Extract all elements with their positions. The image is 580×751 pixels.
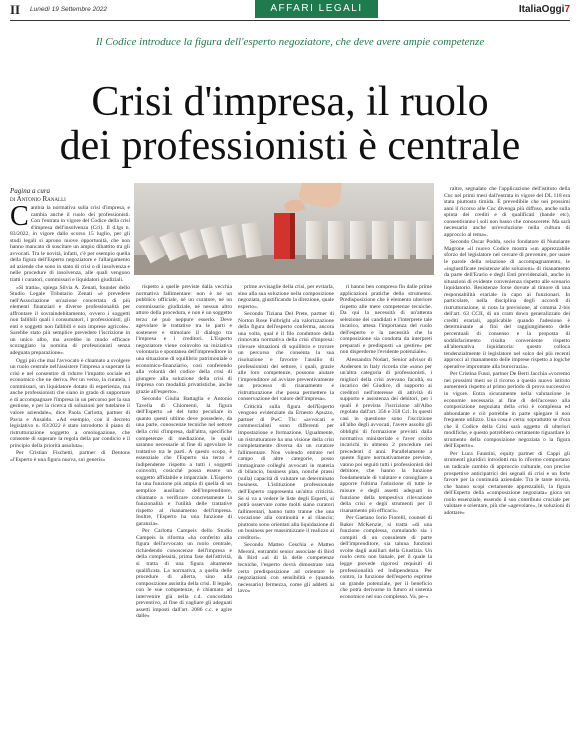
paragraph: prime avvisaglie della crisi, per evitarla, sino alla sua soluzione nella composizione negoziata, giustificando la direzione, quale esperto». bbox=[238, 284, 334, 310]
paragraph: rispetto a quelle previste dalla vecchia normativa fallimentare: non è né un pubblico ufficiale, né un curatore, né un commissario giudiziale, né nessun altro attore della procedura, e non è un soggetto terzo né può neppure esserlo. Deve agevolare le trattative tra le parti e sostenere e stimolare il dialogo tra l'impresa e i creditori. L'Esperto negoziatore viene coinvolto su iniziativa volontaria e spontanea dell'imprenditore in una situazione di squilibrio patrimoniale o economico-finanziario, così conferendo alla volontà del codice della crisi di giungere alla soluzione della crisi di impresa con modalità privatistiche, anche grazie all'esperto». bbox=[136, 284, 232, 395]
paragraph: Per Cristian Fischetti, partner di Dentons «l'Esperto è una figura nuova, sui generis» bbox=[10, 450, 130, 463]
article-column-5 bbox=[444, 186, 570, 517]
page-number: II bbox=[10, 2, 21, 17]
paragraph: Per Gaetano Iorio Fiorelli, counsel di Baker McKenzie, si tratta «di una funzione complessa, cumulando sia i compiti di un consulente di parte dell'imprenditore, sia taluna funzioni svolte dagli ausiliari della Giustizia. Un ruolo certo non banale, per il quale la legge prevede rigorosi requisiti di professionalità ed indipendenza. Per contro, la funzione dell'esperto esprime un grande potenziale, per il beneficio che potrà derivarne in futuro al sistema economico nel suo complesso. Va, pe-» bbox=[340, 515, 432, 600]
issue-date: Lunedì 19 Settembre 2022 bbox=[30, 6, 107, 13]
headline-line-2: dei professionisti è centrale bbox=[59, 123, 521, 169]
paragraph: Per Carlotta Campeis dello Studio Campeis la riforma «ha conferito alla figura dell'avvocato un ruolo centrale, richiedendo conoscenze dell'impresa e della complessità, prima fase dell'attività, si tratta di una figura altamente qualificata. La normativa, a quella delle procedure di allerta, sino alla composizione assistita della crisi. Il legale, con le sue competenze, è chiamato ad intervenire già nella c.d. concordato preventivo, al fine di vagliare gli adeguati assetti imposti dall'art. 2086 c.c. e agire dalle» bbox=[136, 528, 232, 620]
paragraph: Secondo Giulia Battaglia e Antonio Tavella di Chiomenti, la figura dell'Esperto «è del tutto peculiare in quanto questi ultimo deve possedere, da una parte, conoscenze tecniche nel settore della crisi d'impresa, dall'altra, specifiche competenze di mediazione, le quali saranno necessarie al fine di agevolare le trattative tra le parti. A questo scopo, è essenziale che l'Esperto sia terzo e indipendente rispetto a tutti i soggetti coinvolti, cosicché possa essere un soggetto affidabile e imparziale. L'Esperto ha una funzione più ampia di quella di un semplice ausiliario dell'imprenditore, chiamato a verificare concretamente la funzionalità e l'utilità delle trattative rispetto al risanamento dell'impresa. Inoltre, l'Esperto ha una funzione di garanzia». bbox=[136, 396, 232, 527]
brand-main: ItaliaOggi bbox=[518, 4, 565, 15]
byline-label: Pagina a cura bbox=[10, 187, 51, 195]
paragraph: ri hanno ben compreso fin dalle prime applicazioni pratiche dello strumento. Predisposizione che è elemento ulteriore rispetto alle mere competenze tecniche. Da qui la necessità di un'attenta selezione dei candidati e l'interprete tale incarico, attesa l'importanza del ruolo dell'esperto e la necessità che la composizione sia condotta da interpreti preparati e predisposti «a gestire» per non disperderne l'evidente potenziale». bbox=[340, 284, 432, 356]
paragraph: Secondo Oscar Podda, socio fondatore di Nunziante Magrone «il nuovo Codice mostra «un apprezzabile sforzo del legislatore nel cercare di prevenire, per usare le parole della relazione di accompagnamento, le «ingiustificate resistenze alle soluzioni» di risanamento da parte dell'Erario e degli Enti previdenziali, anche in situazioni di evidente convenienza rispetto alle scenario liquidatorio. Resistenze forse dovute al timore di una responsabilità erariale in capo ai funzionari. In particolare, nella disciplina degli accordi di ristrutturazione, si nota la previsione, al comma 2-bis dell'art. 63 CCII, di un cram down generalizzato dei crediti erariali, applicabile quando l'adesione è determinante ai fini del raggiungimento delle percentuali di consenso e la proposta di soddisfacimento risulta conveniente rispetto all'alternativa liquidatoria: questo colloca tendenzialmente il legislatore nel solco dei più recenti approcci al risanamento delle imprese rispetto a logiche operative improntate alla burocrazia». bbox=[444, 239, 570, 370]
domino-illustration bbox=[134, 183, 434, 275]
brand-number: 7 bbox=[564, 4, 570, 15]
paragraph: «Si tratta», spiega Silvia A. Zenati, founder dello Studio Legale Tributario Zenati «è prevedere nell'Associazione un'azione concertata di più elementi finanziari e diverse professionalità per affrontare il sovraindebitamento, ovvero i soggetti non fallibili quali i consumatori, i professionisti, gli enti e soggetti non fallibili e non imprese agricole». Sarebbe stato più semplice prevedere l'iscrizione in un unico albo, ma avrebbe in modo efficace scoraggiato la nomina di professionisti senza adeguata preparazione». bbox=[10, 284, 130, 357]
article-column-4 bbox=[340, 284, 432, 601]
paragraph: Secondo Tiziana Del Prete, partner di Norton Rose Fulbright «la valorizzazione della figura dell'esperto conferma, ancora una volta, qual è il filo conduttore della rinnovata normativa della crisi d'impresa: rilevare situazioni di squilibrio e trovare un percorso che consenta la sua risoluzione e favorire l'ausilio di professionisti del settore, i quali, grazie alle loro competenze, possono aiutare l'imprenditore ad avviare preventivamente un processo di risanamento e ristrutturazione che possa permettere la conservazione del valore dell'impresa». bbox=[238, 311, 334, 403]
header-rule bbox=[10, 20, 570, 21]
page-header bbox=[0, 0, 580, 22]
headline bbox=[0, 80, 580, 168]
drop-cap: C bbox=[10, 201, 29, 232]
paragraph: Criticità sulla figura dell'Esperto vengono evidenziate da Ernesto Apuzzo, partner di PwC Tls: «avvocati e commercialisti sono differenti per impostazione e formazione. Ugualmente, un ristrutturatore ha una visione della crisi completamente diversa da un curatore fallimentare. Non volendo entrare nel campo di altre categorie, posso immaginare colleghi avvocati in materia di bilancio, business plan, nonché prassi (sulla) capacità di valutare un determinato business. L'istituzione professionale dell'Esperto rappresenta un'altra criticità. Se si va a vedere le liste degli Esperti, si potrà osservare come molti siano curatori fallimentari, hanno tutto tranne che una vocazione alla continuità e al rilancio; piuttosto sono orientati alla liquidazione di un business per massimizzare il realizzo ai creditori». bbox=[238, 403, 334, 541]
kicker: Il Codice introduce la figura dell'esperto negoziatore, che deve avere ampie competenze bbox=[95, 36, 485, 48]
paragraph: Secondo Matteo Ceschia e Matteo Meroni, entrambi senior associate di Bird & Bird «al di là delle competenze tecniche, l'esperto dovrà dimostrare una certa predisposizione ad orientare le negoziazioni con sensibilità e (quando necessario) fermezza, come gli addetti ai lavo» bbox=[238, 542, 334, 595]
article-column-3 bbox=[238, 284, 334, 596]
paragraph-text: ambia la normativa sulla crisi d'impresa, e cambia anche il ruolo dei professionisti. Con l'entrata in vigore del Codice della crisi d'impresa dell'insolvenza (Cci). Il d.lgs n. 83/2022, in vigore dallo scorso 15 luglio, per gli studi legali si aprono nuove opportunità, che non hanno mancato di suscitare un ampio dibattito tra gli avvocati. Tra le novità, infatti, c'è per esempio quella della figura dell'Esperto negoziatore e l'allargamento ad aziende che sono in stato di crisi o di insolvenza e nelle procedure di insolvenza, alle quali vengono tratti i curatori, commissari e liquidatori giudiziali. bbox=[10, 205, 130, 284]
byline-author: di Antonio Ranalli bbox=[10, 195, 66, 203]
paragraph: Per Cristina Fussi, partner De Berti Jacchia «vorremo nei prossimi mesi se il ricorso a questo nuovo istituto aumenterà rispetto al primo periodo di prova successivo in vigore. Entra sicuramente nella valutazione le economie necessaria al fine di dell'accesso alla composizione negoziata della crisi è complessa ed abbondante e ciò potrebbe in parte spiegare il non frequente utilizzo. Una cosa è certa: soprattutto se d'ora che il Codice della Crisi sarà oggetto di ulteriori modifiche, e questo potrebbero certamente riguardare lo strumento della composizione negoziata o la figura dell'Esperto». bbox=[444, 371, 570, 450]
newspaper-logo bbox=[519, 4, 570, 15]
headline-line-1: Crisi d'impresa, il ruolo bbox=[91, 79, 489, 125]
section-label: AFFARI LEGALI bbox=[255, 0, 378, 18]
paragraph: Oggi più che mai l'avvocato è chiamato a svolgere un ruolo centrale nell'assistere l'impresa a superare la crisi e nel consentire di ridurre l'impatto sociale ed economico che ne deriva. Per un verso, la curatela, i commissari, un liquidatore dotato di esperienza, ma anche professionisti che siano in grado di supportare e di accompagnare l'impresa in un percorso per la sua gestione, e per la ricerca di soluzioni per tutelarne il valore aziendale», dice Paola Carlotta, partner di Pavia e Ansaldo. «Ad esempio, con il decreto legislativo n. 83/2022 è stato introdotto il piano di ristrutturazione soggetto a omologazione, che consente di superare la regola della par condicio e il principio della priorità assoluta». bbox=[10, 357, 130, 449]
paragraph: raltre, segnalato che l'applicazione dell'istituto della Cnc nei primi mesi dall'entrata in vigore del DL 118 era stata piuttosto timida. È prevedibile che nei prossimi anni il ricorso alle Cnc divenga più diffuso, anche sulla spinta dei crediti e di qualificati (bande etc), consentiranno i soli non basso che conoscerete. Ma sarà necessario anche un'evoluzione nella cultura di approccio al tema». bbox=[444, 186, 570, 238]
domino-blocks-photo bbox=[134, 183, 434, 275]
article-column-1 bbox=[10, 201, 130, 464]
paragraph bbox=[10, 201, 130, 284]
paragraph: Alessandra Nodari, Senior advisor di Andersen in Italy ricorda che «sono per un'altra categoria di professionisti, i migliori della crisi avevano facoltà, su incarico del Giudice, di supporto ai creditori nell'interesse di attività di supporto e assistenza dei debitori, per i quali è prevista l'iscrizione all'Albo regolato dall'art. 356 e 358 Cci. In questi casi in questione sono l'iscrizione all'albo degli avvocati, l'avere assolto gli obblighi di formazione previsti dalla normativa ministeriale e l'aver svolto incarichi in almeno 2 procedure nei precedenti 4 anni. Parallelamente a queste figure normativamente previste, vanno poi seguiti tutti i professionisti del debitore, che hanno la funzione fondamentale di valutare e consigliare a apporre l'ultima l'adozione di tutte le misure e degli assetti adeguati in funzione della tempestiva rilevazione della crisi e degli strumenti per il risanamento più efficaci». bbox=[340, 357, 432, 514]
article-column-2 bbox=[136, 284, 232, 621]
paragraph: Per Luca Faustini, equity partner di Cappi gli strumenti giuridici introdotti ma lo riformo comportano un radicale cambio di approccio culturale, con precise prospettive anticipatrici dei segnali di crisi e un forte favore per la continuità aziendale. Tra le tante novità, che hanno scopi certamente apprezzabili, la figura dell'Esperto della «composizione negoziata» gioca un ruolo essenziale, essendo il suo contributo cruciale per valutare e orientare, più che «agevolare», le soluzioni di adottare» bbox=[444, 450, 570, 516]
